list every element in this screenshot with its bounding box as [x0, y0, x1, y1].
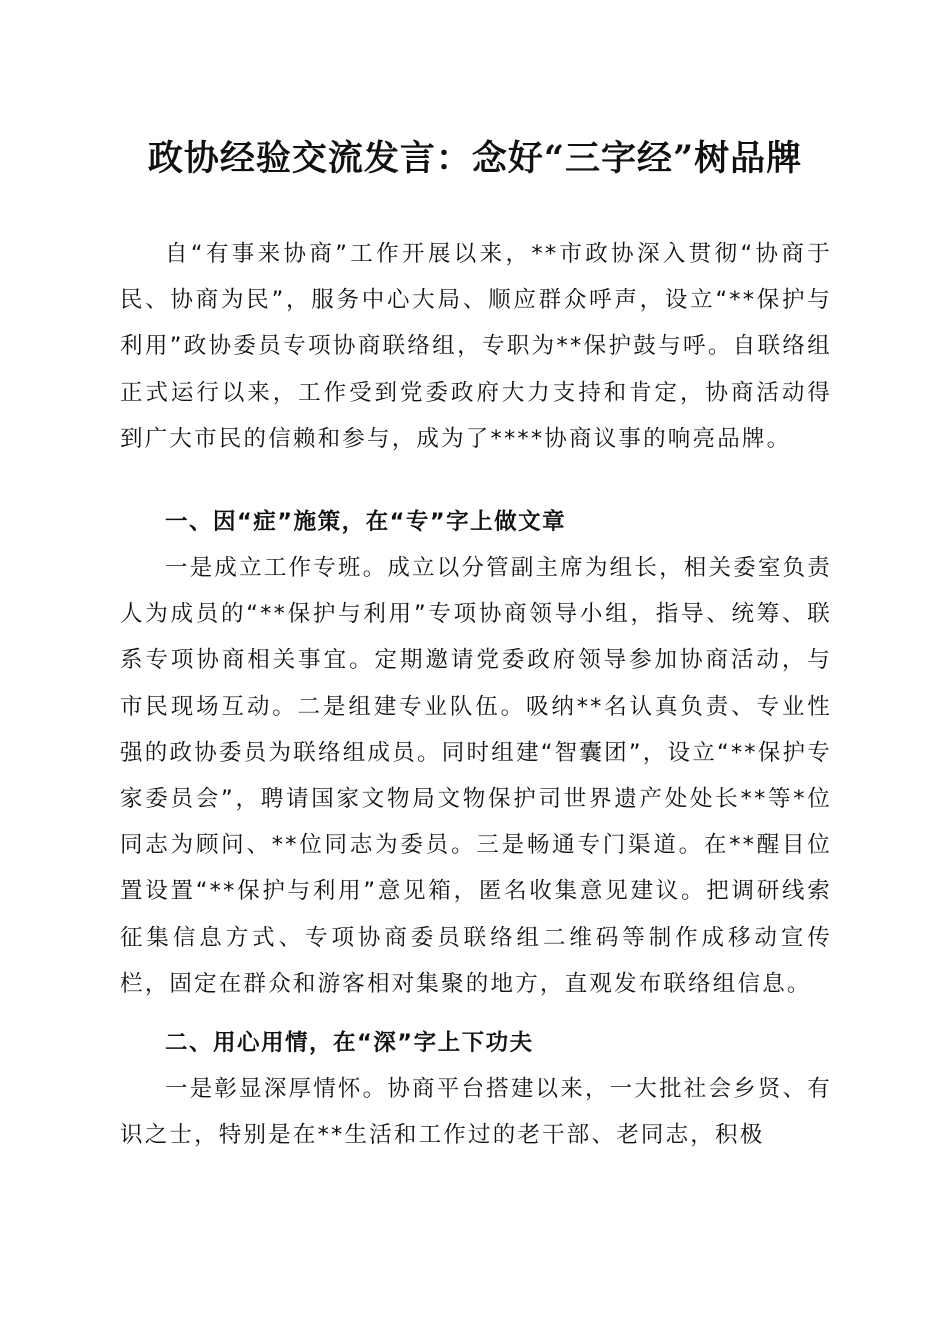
paragraph-section-2: 一是彰显深厚情怀。协商平台搭建以来，一大批社会乡贤、有识之士，特别是在**生活和工作过的老干部、老同志，积极 [120, 1076, 832, 1149]
section-heading-1: 一、因“症”施策，在“专”字上做文章 [165, 509, 567, 535]
section-heading-2: 二、用心用情，在“深”字上下功夫 [165, 1030, 534, 1056]
paragraph-section-1: 一是成立工作专班。成立以分管副主席为组长，相关委室负责人为成员的“**保护与利用”专项协商领导小组，指导、统筹、联系专项协商相关事宜。定期邀请党委政府领导参加协商活动，与市民现场互动。二是组建专业队伍。吸纳**名认真负责、专业性强的政协委员为联络组成员。同时组建“智囊团”，设立“**保护专家委员会”，聘请国家文物局文物保护司世界遗产处处长**等*位同志为顾问、**位同志为委员。三是畅通专门渠道。在**醒目位置设置“**保护与利用”意见箱，匿名收集意见建议。把调研线索征集信息方式、专项协商委员联络组二维码等制作成移动宣传栏，固定在群众和游客相对集聚的地方，直观发布联络组信息。 [120, 555, 832, 997]
paragraph-intro: 自“有事来协商”工作开展以来，**市政协深入贯彻“协商于民、协商为民”，服务中心大局、顺应群众呼声，设立“**保护与利用”政协委员专项协商联络组，专职为**保护鼓与呼。自联络组正式运行以来，工作受到党委政府大力支持和肯定，协商活动得到广大市民的信赖和参与，成为了****协商议事的响亮品牌。 [120, 241, 832, 452]
document-title: 政协经验交流发言：念好“三字经”树品牌 [147, 138, 803, 179]
